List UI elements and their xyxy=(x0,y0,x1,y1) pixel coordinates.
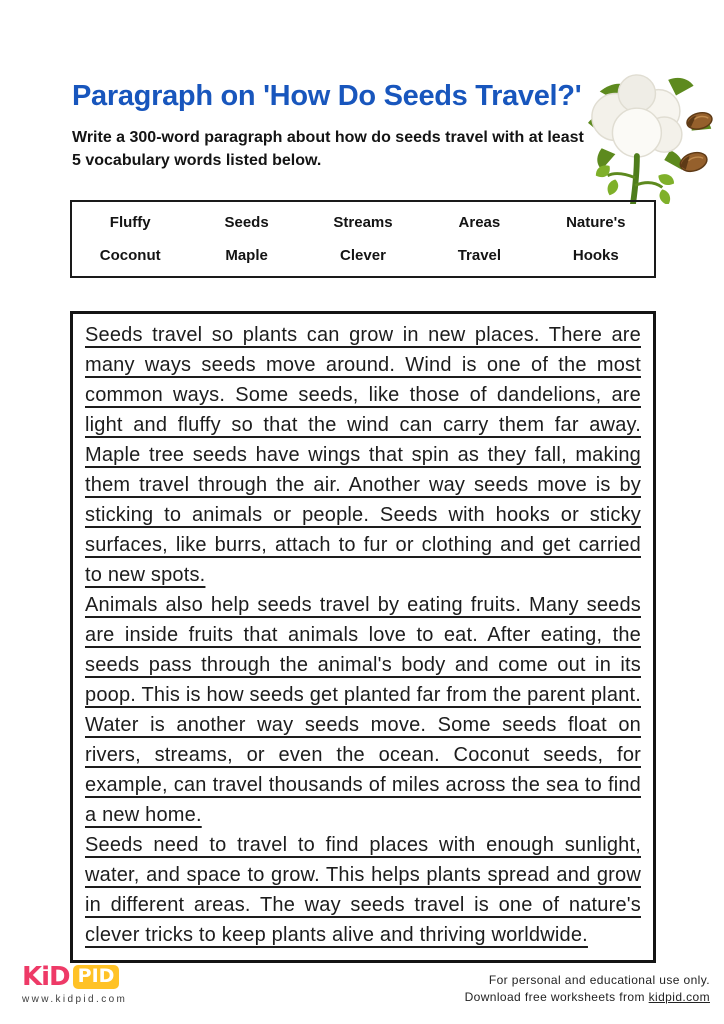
usage-note xyxy=(465,972,710,1006)
vocab-word-travel: Travel xyxy=(457,247,502,264)
logo-pid-badge: PID xyxy=(73,965,120,989)
logo-kid-text: KiD xyxy=(22,962,70,992)
essay-paragraph-1: Seeds travel so plants can grow in new places. There are many ways seeds move around. Wind is one of the most common ways. Some seeds, like those of dandelions, are light and fluffy so that the wind can carry them far away. Maple tree seeds have wings that spin as they fall, making them travel through the air. Another way seeds move is by sticking to animals or people. Seeds with hooks or sticky surfaces, like burrs, attach to fur or clothing and get carried to new spots. xyxy=(85,324,641,586)
instructions-line-1: Write a 300-word paragraph about how do seeds travel with at least xyxy=(72,129,584,146)
vocab-word-coconut: Coconut xyxy=(99,247,161,264)
instructions xyxy=(72,126,584,172)
essay-paragraph-2: Animals also help seeds travel by eating fruits. Many seeds are inside fruits that animals love to eat. After eating, the seeds pass through the animal's body and come out in its poop. This is how seeds get planted far from the parent plant. Water is another way seeds move. Some seeds float on rivers, streams, or even the ocean. Coconut seeds, for example, can travel thousands of miles across the sea to find a new home. xyxy=(85,594,641,826)
usage-note-line-2 xyxy=(465,989,710,1006)
cotton-plant-icon xyxy=(586,72,722,204)
vocab-word-natures: Nature's xyxy=(566,214,626,231)
essay-box xyxy=(70,311,656,963)
usage-note-line-2-text: Download free worksheets from xyxy=(464,990,649,1004)
vocab-word-maple: Maple xyxy=(225,247,268,264)
vocab-word-areas: Areas xyxy=(458,214,501,231)
vocab-word-streams: Streams xyxy=(333,214,393,231)
vocab-word-seeds: Seeds xyxy=(224,214,269,231)
vocabulary-box xyxy=(70,200,656,278)
kidpid-logo xyxy=(22,964,127,1005)
vocab-word-hooks: Hooks xyxy=(572,247,619,264)
vocab-word-fluffy: Fluffy xyxy=(109,214,151,231)
usage-note-line-1: For personal and educational use only. xyxy=(488,973,710,987)
kidpid-link[interactable]: kidpid.com xyxy=(648,990,710,1004)
logo-website-url: www.kidpid.com xyxy=(22,994,128,1005)
essay-paragraph-3: Seeds need to travel to find places with enough sunlight, water, and space to grow. This helps plants spread and grow in different areas. The way seeds travel is one of nature's clever tricks to keep plants alive and thriving worldwide. xyxy=(85,834,641,946)
instructions-line-2: 5 vocabulary words listed below. xyxy=(72,152,322,169)
page-title: Paragraph on 'How Do Seeds Travel?' xyxy=(72,80,582,112)
vocab-word-clever: Clever xyxy=(340,247,386,264)
